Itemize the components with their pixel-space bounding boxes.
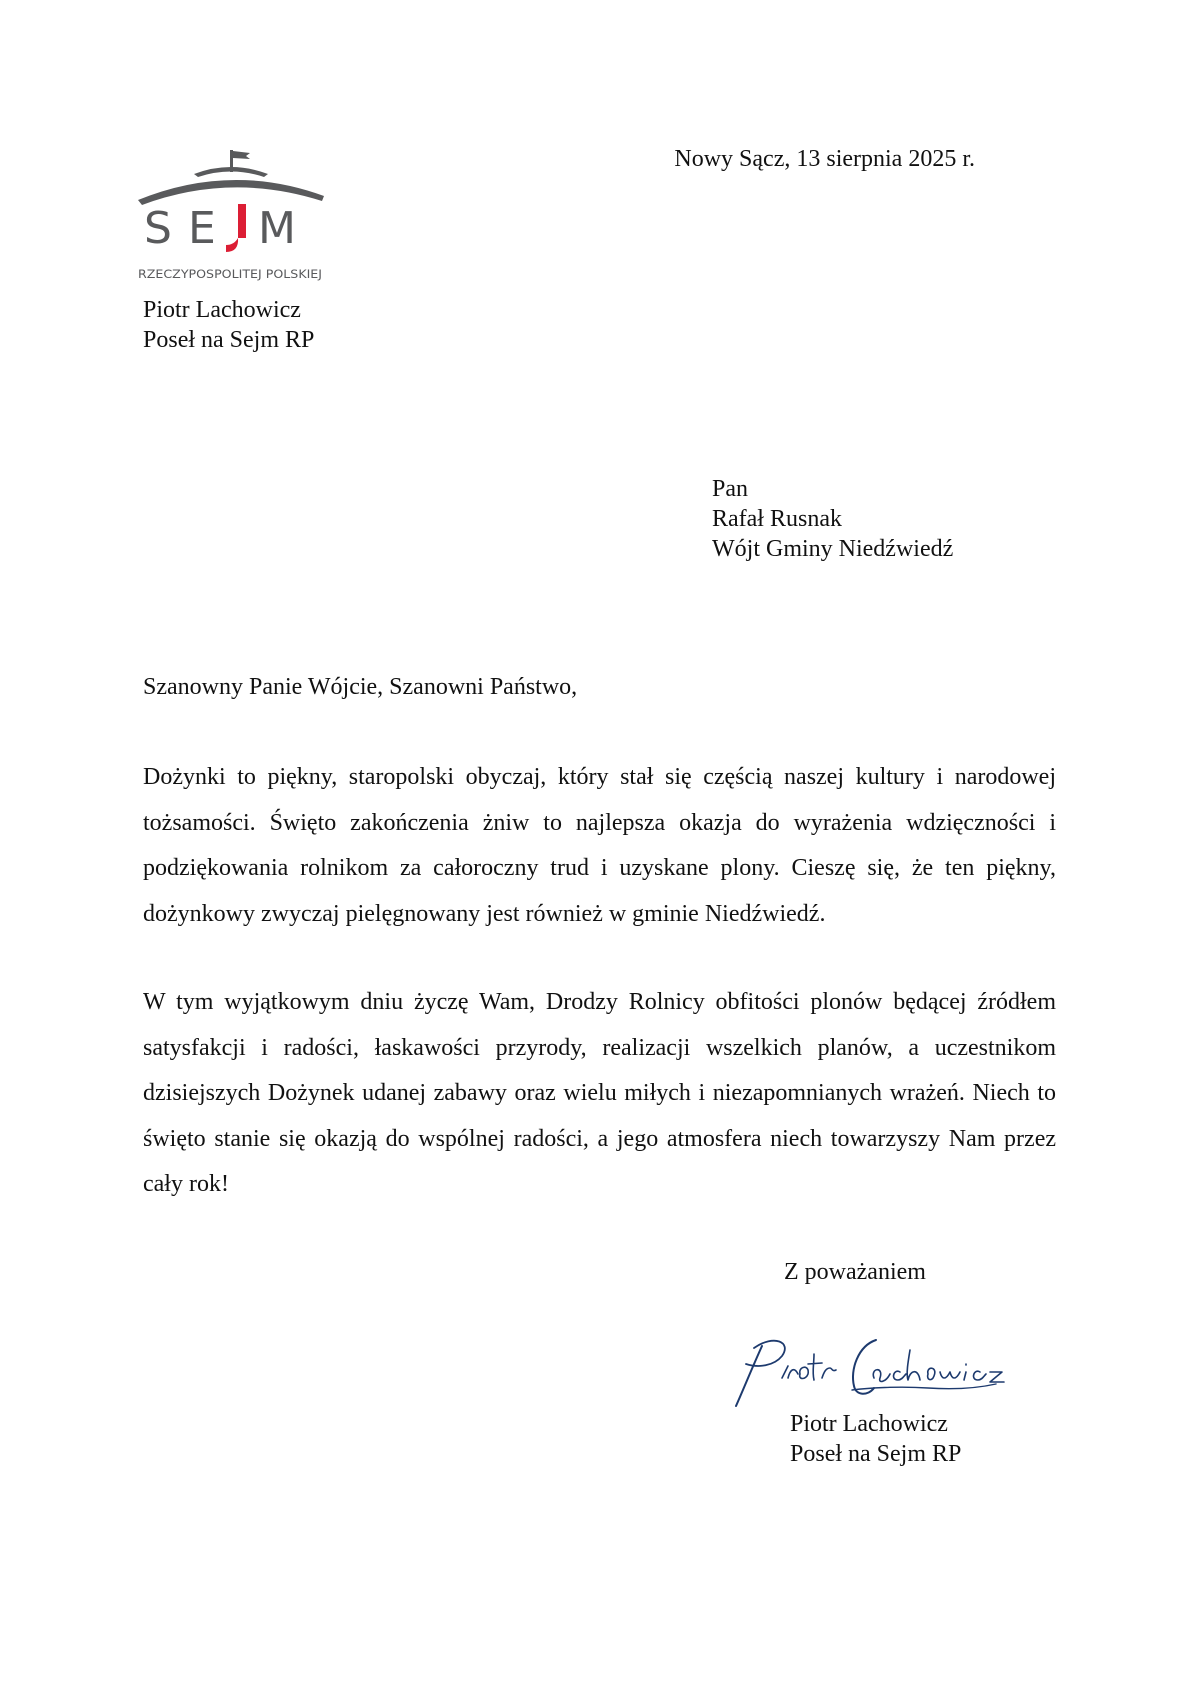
signer-block — [790, 1409, 961, 1469]
letter-closing: Z poważaniem — [784, 1259, 926, 1285]
sender-block — [143, 295, 314, 355]
recipient-name: Rafał Rusnak — [712, 506, 842, 532]
svg-text:RZECZYPOSPOLITEJ POLSKIEJ: RZECZYPOSPOLITEJ POLSKIEJ — [138, 267, 322, 281]
signer-title: Poseł na Sejm RP — [790, 1441, 962, 1467]
sejm-logo — [136, 148, 326, 282]
sejm-emblem-icon — [136, 148, 326, 282]
recipient-title: Wójt Gminy Niedźwiedź — [712, 536, 954, 562]
place-date: Nowy Sącz, 13 sierpnia 2025 r. — [674, 146, 975, 172]
svg-text:S: S — [144, 203, 172, 254]
letter-paragraph-1: Dożynki to piękny, staropolski obyczaj, który stał się częścią naszej kultury i narodowej tożsamości. Święto zakończenia żniw to najlepsza okazja do wyrażenia wdzięczności i podziękowania rolnikom za całoroczny trud i uzyskane plony. Cieszę się, że ten piękny, dożynkowy zwyczaj pielęgnowany jest również w gminie Niedźwiedź. — [143, 764, 1056, 927]
svg-text:M: M — [258, 203, 296, 254]
recipient-block — [712, 474, 953, 564]
letter-salutation: Szanowny Panie Wójcie, Szanowni Państwo, — [143, 674, 578, 700]
svg-text:E: E — [188, 203, 216, 254]
signer-name: Piotr Lachowicz — [790, 1411, 948, 1437]
letter-paragraph-2: W tym wyjątkowym dniu życzę Wam, Drodzy Rolnicy obfitości plonów będącej źródłem satysfakcji i radości, łaskawości przyrody, realizacji wszelkich planów, a uczestnikom dzisiejszych Dożynek udanej zabawy oraz wielu miłych i niezapomnianych wrażeń. Niech to święto stanie się okazją do wspólnej radości, a jego atmosfera niech towarzyszy Nam przez cały rok! — [143, 989, 1056, 1197]
sender-name: Piotr Lachowicz — [143, 297, 301, 323]
sender-title: Poseł na Sejm RP — [143, 327, 315, 353]
recipient-salutation: Pan — [712, 476, 748, 502]
